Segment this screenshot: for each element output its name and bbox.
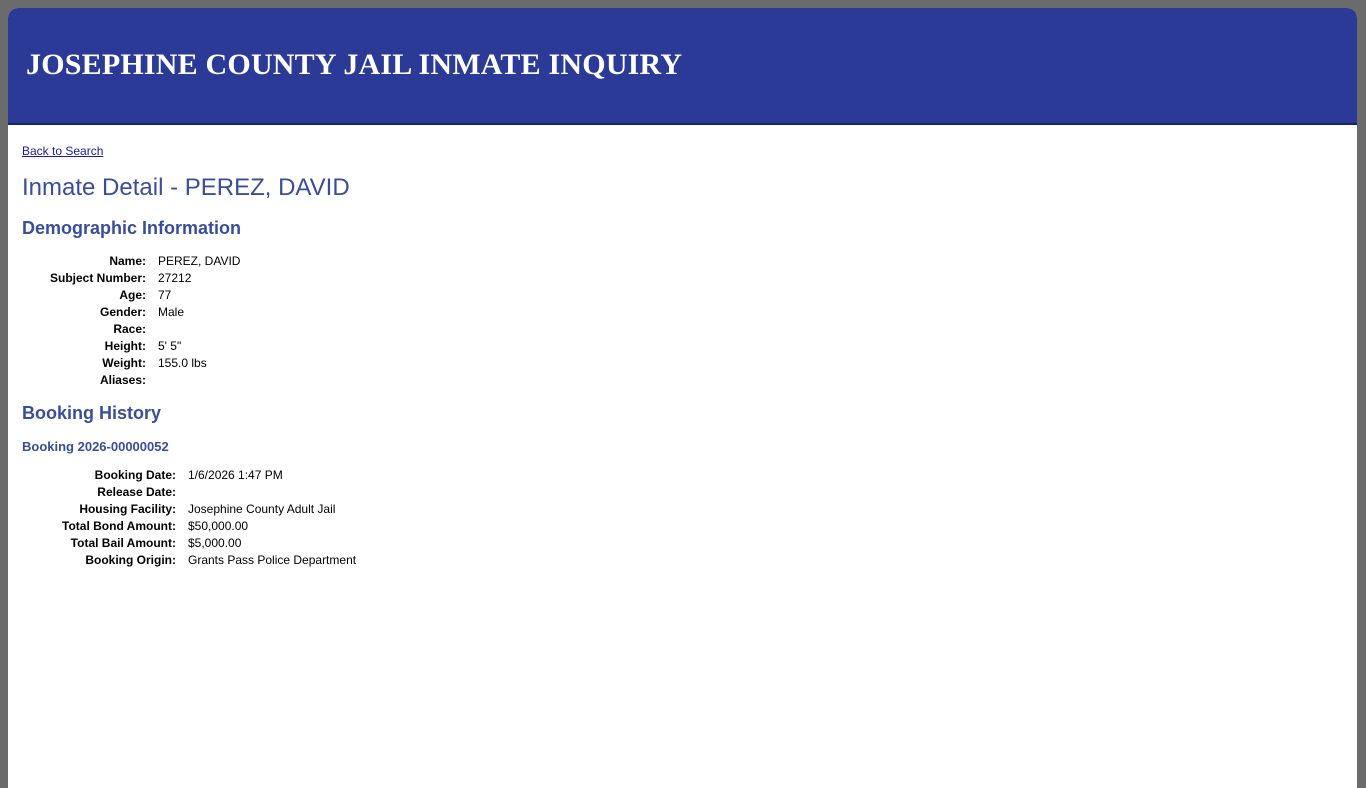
- field-row: [22, 371, 240, 388]
- field-row: [22, 534, 356, 551]
- field-value: [158, 320, 240, 337]
- field-row: [22, 354, 240, 371]
- header-banner: [8, 8, 1357, 125]
- field-label: Race:: [113, 321, 146, 336]
- field-row: [22, 303, 240, 320]
- field-label: Weight:: [102, 355, 146, 370]
- field-row: [22, 337, 240, 354]
- back-to-search-link[interactable]: Back to Search: [22, 144, 104, 158]
- field-row: [22, 466, 356, 483]
- field-row: [22, 551, 356, 568]
- field-label: Booking Date:: [94, 467, 176, 482]
- page: [8, 8, 1357, 788]
- page-title: Inmate Detail - PEREZ, DAVID: [22, 174, 350, 201]
- field-label: Total Bail Amount:: [70, 535, 176, 550]
- field-value: [188, 483, 356, 500]
- site-title: JOSEPHINE COUNTY JAIL INMATE INQUIRY: [26, 48, 683, 81]
- field-label: Housing Facility:: [79, 501, 176, 516]
- field-value: [158, 371, 240, 388]
- field-row: [22, 483, 356, 500]
- field-value: Grants Pass Police Department: [188, 552, 357, 567]
- field-label: Booking Origin:: [85, 552, 176, 567]
- field-value: 155.0 lbs: [158, 355, 207, 370]
- field-row: [22, 500, 356, 517]
- field-label: Subject Number:: [49, 270, 146, 285]
- field-value: $5,000.00: [188, 535, 242, 550]
- field-row: [22, 286, 240, 303]
- field-row: [22, 269, 240, 286]
- field-value: Josephine County Adult Jail: [188, 501, 336, 516]
- field-value: $50,000.00: [188, 518, 249, 533]
- demographic-heading: Demographic Information: [22, 218, 242, 238]
- field-row: [22, 517, 356, 534]
- field-label: Total Bond Amount:: [62, 518, 176, 533]
- field-value: 5' 5": [158, 338, 182, 353]
- field-row: [22, 252, 240, 269]
- field-value: PEREZ, DAVID: [158, 253, 241, 268]
- field-label: Aliases:: [99, 372, 146, 387]
- booking-heading: Booking 2026-00000052: [22, 439, 169, 454]
- field-label: Height:: [104, 338, 146, 353]
- field-value: 77: [158, 287, 172, 302]
- field-row: [22, 320, 240, 337]
- field-label: Release Date:: [97, 484, 176, 499]
- booking-history-heading: Booking History: [22, 403, 162, 423]
- field-value: 1/6/2026 1:47 PM: [188, 467, 283, 482]
- field-value: 27212: [158, 270, 192, 285]
- field-value: Male: [158, 304, 185, 319]
- field-label: Name:: [109, 253, 146, 268]
- field-label: Gender:: [99, 304, 146, 319]
- field-label: Age:: [119, 287, 146, 302]
- booking-details-table: [22, 466, 356, 568]
- demographic-table: [22, 252, 240, 388]
